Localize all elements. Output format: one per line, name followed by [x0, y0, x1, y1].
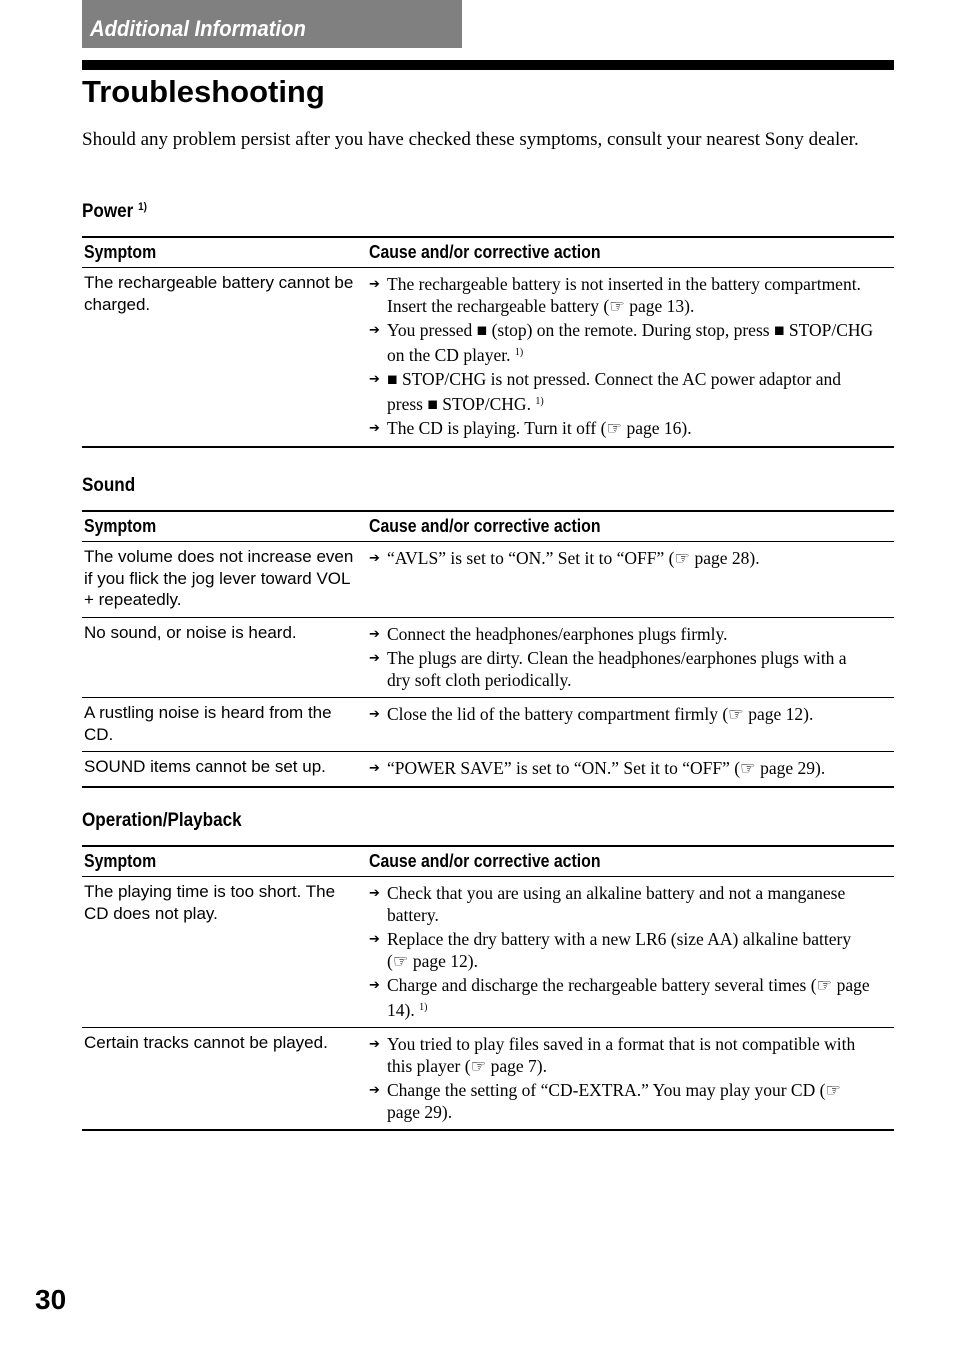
symptom-cell	[82, 542, 367, 618]
cause-text: Check that you are using an alkaline battery and not a manganese battery.	[387, 883, 846, 925]
table-row	[82, 877, 894, 1028]
cause-cell	[367, 268, 894, 447]
cause-text: You pressed ■ (stop) on the remote. During stop, press ■ STOP/CHG on the CD player.	[387, 320, 874, 365]
arrow-right-icon: ➔	[369, 626, 380, 642]
arrow-right-icon: ➔	[369, 551, 380, 566]
symptom-cell	[82, 268, 367, 447]
section-title-power	[82, 201, 147, 223]
footnote-mark: 1)	[138, 201, 147, 213]
symptom-text: The playing time is too short. The CD does not play.	[84, 882, 336, 923]
cause-item	[369, 648, 874, 691]
symptom-text: SOUND items cannot be set up.	[84, 757, 326, 776]
arrow-right-icon: ➔	[369, 1037, 380, 1052]
cause-text: Connect the headphones/earphones plugs firmly.	[387, 623, 728, 644]
section-title-power-label: Power	[82, 201, 134, 222]
arrow-right-icon: ➔	[369, 707, 380, 722]
cause-item	[369, 704, 874, 726]
cause-item	[369, 624, 874, 646]
section-tab	[82, 0, 462, 48]
title-rule	[82, 60, 894, 70]
table-row	[82, 617, 894, 698]
footnote-mark: 1)	[419, 1001, 428, 1013]
power-table	[82, 236, 894, 448]
table-header-row	[82, 511, 894, 542]
table-row	[82, 698, 894, 752]
cause-text: “AVLS” is set to “ON.” Set it to “OFF” (☞ page 28).	[387, 548, 760, 568]
symptom-cell	[82, 617, 367, 698]
cause-item	[369, 975, 874, 1021]
arrow-right-icon: ➔	[369, 761, 380, 776]
arrow-right-icon: ➔	[369, 277, 380, 292]
table-header-row	[82, 846, 894, 877]
cause-item	[369, 274, 874, 317]
table-row	[82, 268, 894, 447]
cause-cell	[367, 542, 894, 618]
cause-text: ■ STOP/CHG is not pressed. Connect the AC power adaptor and press ■ STOP/CHG.	[387, 369, 842, 414]
section-title-operation-label: Operation/Playback	[82, 810, 242, 831]
cause-text: Replace the dry battery with a new LR6 (size AA) alkaline battery (☞ page 12).	[387, 929, 852, 971]
cause-item	[369, 758, 874, 780]
arrow-right-icon: ➔	[369, 651, 380, 666]
cause-text: Close the lid of the battery compartment firmly (☞ page 12).	[387, 704, 814, 724]
cause-item	[369, 1034, 874, 1077]
arrow-right-icon: ➔	[369, 978, 380, 993]
symptom-column-header: Symptom	[82, 846, 367, 877]
section-title-sound-label: Sound	[82, 475, 136, 496]
symptom-text: The rechargeable battery cannot be charged.	[84, 273, 354, 314]
footnote-mark: 1)	[514, 346, 524, 358]
cause-text: Charge and discharge the rechargeable battery several times (☞ page 14).	[387, 975, 870, 1020]
cause-column-header: Cause and/or corrective action	[367, 511, 894, 542]
symptom-text: The volume does not increase even if you flick the jog lever toward VOL + repeatedly.	[84, 547, 354, 609]
symptom-text: Certain tracks cannot be played.	[84, 1033, 328, 1052]
table-row	[82, 542, 894, 618]
cause-text: The CD is playing. Turn it off (☞ page 16).	[387, 418, 692, 438]
cause-column-header: Cause and/or corrective action	[367, 237, 894, 268]
cause-cell	[367, 1028, 894, 1131]
table-row	[82, 1028, 894, 1131]
symptom-cell	[82, 752, 367, 787]
cause-text: The plugs are dirty. Clean the headphones/earphones plugs with a dry soft cloth periodically.	[387, 648, 847, 690]
cause-item	[369, 929, 874, 972]
symptom-cell	[82, 877, 367, 1028]
cause-text: Change the setting of “CD-EXTRA.” You may play your CD (☞ page 29).	[387, 1080, 842, 1122]
cause-text: The rechargeable battery is not inserted in the battery compartment. Insert the rechargeable battery (☞ page 13).	[387, 274, 861, 316]
symptom-text: A rustling noise is heard from the CD.	[84, 703, 332, 744]
symptom-cell	[82, 698, 367, 752]
symptom-column-header: Symptom	[82, 237, 367, 268]
cause-text: You tried to play files saved in a format that is not compatible with this player (☞ page 7).	[387, 1034, 856, 1076]
section-title-operation	[82, 810, 242, 832]
section-title-sound	[82, 475, 135, 497]
arrow-right-icon: ➔	[369, 372, 380, 387]
table-row	[82, 752, 894, 787]
arrow-right-icon: ➔	[369, 1083, 380, 1098]
intro-paragraph: Should any problem persist after you have checked these symptoms, consult your nearest Sony dealer.	[82, 129, 859, 150]
cause-cell	[367, 752, 894, 787]
cause-cell	[367, 877, 894, 1028]
symptom-text: No sound, or noise is heard.	[84, 622, 297, 642]
cause-item	[369, 418, 874, 440]
arrow-right-icon: ➔	[369, 886, 380, 901]
cause-text: “POWER SAVE” is set to “ON.” Set it to “OFF” (☞ page 29).	[387, 758, 826, 778]
arrow-right-icon: ➔	[369, 932, 380, 947]
table-header-row	[82, 237, 894, 268]
cause-item	[369, 548, 874, 570]
footnote-mark: 1)	[535, 395, 544, 407]
cause-column-header: Cause and/or corrective action	[367, 846, 894, 877]
operation-table	[82, 845, 894, 1131]
cause-cell	[367, 698, 894, 752]
arrow-right-icon: ➔	[369, 421, 380, 436]
arrow-right-icon: ➔	[369, 323, 380, 338]
cause-item	[369, 883, 874, 926]
cause-item	[369, 369, 874, 415]
page-title: Troubleshooting	[82, 74, 325, 109]
cause-item	[369, 1080, 874, 1123]
sound-table	[82, 510, 894, 788]
symptom-cell	[82, 1028, 367, 1131]
page-number: 30	[35, 1284, 67, 1315]
cause-cell	[367, 617, 894, 698]
cause-item	[369, 320, 874, 366]
section-tab-label: Additional Information	[90, 16, 306, 41]
symptom-column-header: Symptom	[82, 511, 367, 542]
